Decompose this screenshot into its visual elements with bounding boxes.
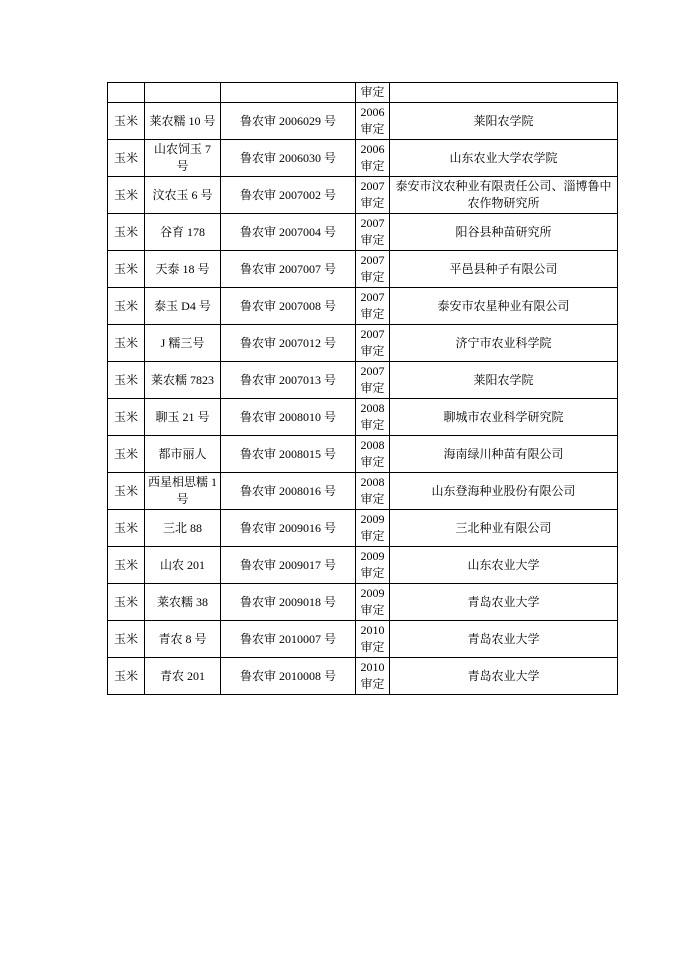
approval-status: 审定 [360, 529, 385, 543]
variety-name-cell: 都市丽人 [145, 436, 221, 473]
organization-cell: 平邑县种子有限公司 [390, 251, 618, 288]
approval-year: 2007 [360, 179, 385, 193]
variety-name-cell: 谷育 178 [145, 214, 221, 251]
organization-cell: 三北种业有限公司 [390, 510, 618, 547]
crop-cell: 玉米 [108, 214, 145, 251]
approval-year-cell [356, 436, 390, 473]
variety-name-cell: 莱农糯 7823 [145, 362, 221, 399]
variety-name-cell: 三北 88 [145, 510, 221, 547]
approval-year: 2006 [360, 105, 385, 119]
approval-year: 2009 [360, 549, 385, 563]
table-row [108, 436, 618, 473]
approval-status: 审定 [360, 492, 385, 506]
approval-status: 审定 [360, 418, 385, 432]
approval-status: 审定 [360, 122, 385, 136]
crop-cell: 玉米 [108, 103, 145, 140]
approval-year: 2007 [360, 216, 385, 230]
approval-status: 审定 [360, 270, 385, 284]
table-row [108, 547, 618, 584]
approval-year: 2010 [360, 623, 385, 637]
variety-name-cell: 聊玉 21 号 [145, 399, 221, 436]
approval-year: 2008 [360, 401, 385, 415]
organization-cell: 泰安市农星种业有限公司 [390, 288, 618, 325]
approval-year-cell [356, 510, 390, 547]
approval-number-cell: 鲁农审 2008016 号 [221, 473, 356, 510]
approval-year-cell [356, 658, 390, 695]
crop-cell: 玉米 [108, 140, 145, 177]
table-row [108, 288, 618, 325]
organization-cell: 海南绿川种苗有限公司 [390, 436, 618, 473]
organization-cell: 山东农业大学 [390, 547, 618, 584]
crop-cell: 玉米 [108, 473, 145, 510]
variety-table-body [108, 83, 618, 695]
approval-year-cell [356, 251, 390, 288]
approval-year-cell: 审定 [356, 83, 390, 103]
crop-cell: 玉米 [108, 621, 145, 658]
approval-year-cell [356, 362, 390, 399]
approval-number-cell: 鲁农审 2007012 号 [221, 325, 356, 362]
crop-cell: 玉米 [108, 584, 145, 621]
approval-year: 2007 [360, 327, 385, 341]
table-row [108, 510, 618, 547]
approval-status: 审定 [360, 381, 385, 395]
approval-year: 2008 [360, 438, 385, 452]
approval-year-cell [356, 103, 390, 140]
approval-status: 审定 [360, 196, 385, 210]
approval-status: 审定 [360, 640, 385, 654]
organization-cell: 阳谷县种苗研究所 [390, 214, 618, 251]
variety-name-cell: 青农 201 [145, 658, 221, 695]
approval-number-cell: 鲁农审 2007004 号 [221, 214, 356, 251]
organization-cell: 青岛农业大学 [390, 658, 618, 695]
crop-cell: 玉米 [108, 510, 145, 547]
organization-cell: 山东登海种业股份有限公司 [390, 473, 618, 510]
approval-status: 审定 [360, 455, 385, 469]
approval-year-cell [356, 399, 390, 436]
table-row [108, 584, 618, 621]
approval-number-cell: 鲁农审 2009018 号 [221, 584, 356, 621]
approval-year-cell [356, 214, 390, 251]
crop-cell: 玉米 [108, 547, 145, 584]
variety-name-cell: 泰玉 D4 号 [145, 288, 221, 325]
approval-year-cell [356, 473, 390, 510]
crop-cell: 玉米 [108, 436, 145, 473]
crop-cell: 玉米 [108, 362, 145, 399]
variety-name-cell: J 糯三号 [145, 325, 221, 362]
approval-status: 审定 [360, 233, 385, 247]
approval-year-cell [356, 177, 390, 214]
approval-status: 审定 [360, 344, 385, 358]
approval-number-cell: 鲁农审 2008015 号 [221, 436, 356, 473]
approval-status: 审定 [360, 566, 385, 580]
table-row [108, 658, 618, 695]
variety-name-cell: 山农饲玉 7 号 [145, 140, 221, 177]
approval-year-cell [356, 140, 390, 177]
approval-year-cell [356, 288, 390, 325]
approval-year: 2009 [360, 512, 385, 526]
crop-cell [108, 83, 145, 103]
variety-name-cell: 汶农玉 6 号 [145, 177, 221, 214]
table-row [108, 325, 618, 362]
variety-name-cell: 西星相思糯 1 号 [145, 473, 221, 510]
table-row [108, 621, 618, 658]
approval-year: 2008 [360, 475, 385, 489]
approval-year: 2007 [360, 290, 385, 304]
table-row [108, 399, 618, 436]
approval-number-cell: 鲁农审 2006029 号 [221, 103, 356, 140]
organization-cell: 济宁市农业科学院 [390, 325, 618, 362]
organization-cell: 莱阳农学院 [390, 103, 618, 140]
approval-year: 2007 [360, 364, 385, 378]
approval-year: 2009 [360, 586, 385, 600]
approval-status: 审定 [360, 159, 385, 173]
approval-status: 审定 [360, 603, 385, 617]
table-row [108, 251, 618, 288]
approval-year: 2006 [360, 142, 385, 156]
crop-cell: 玉米 [108, 399, 145, 436]
approval-number-cell: 鲁农审 2009016 号 [221, 510, 356, 547]
approval-year-cell [356, 621, 390, 658]
approval-number-cell: 鲁农审 2007008 号 [221, 288, 356, 325]
organization-cell: 青岛农业大学 [390, 584, 618, 621]
approval-number-cell: 鲁农审 2007002 号 [221, 177, 356, 214]
crop-cell: 玉米 [108, 288, 145, 325]
crop-cell: 玉米 [108, 325, 145, 362]
organization-cell: 泰安市汶农种业有限责任公司、淄博鲁中农作物研究所 [390, 177, 618, 214]
organization-cell: 聊城市农业科学研究院 [390, 399, 618, 436]
crop-cell: 玉米 [108, 251, 145, 288]
variety-approval-table [107, 82, 618, 695]
approval-number-cell: 鲁农审 2008010 号 [221, 399, 356, 436]
variety-name-cell: 莱农糯 10 号 [145, 103, 221, 140]
approval-number-cell: 鲁农审 2006030 号 [221, 140, 356, 177]
variety-name-cell: 青农 8 号 [145, 621, 221, 658]
approval-number-cell: 鲁农审 2009017 号 [221, 547, 356, 584]
approval-number-cell [221, 83, 356, 103]
approval-number-cell: 鲁农审 2010007 号 [221, 621, 356, 658]
table-row [108, 140, 618, 177]
crop-cell: 玉米 [108, 658, 145, 695]
table-row [108, 103, 618, 140]
approval-year-cell [356, 584, 390, 621]
variety-name-cell: 天泰 18 号 [145, 251, 221, 288]
variety-name-cell: 莱农糯 38 [145, 584, 221, 621]
table-row [108, 362, 618, 399]
approval-number-cell: 鲁农审 2010008 号 [221, 658, 356, 695]
approval-number-cell: 鲁农审 2007013 号 [221, 362, 356, 399]
table-row [108, 177, 618, 214]
approval-status: 审定 [360, 677, 385, 691]
approval-year: 2007 [360, 253, 385, 267]
table-continuation-row [108, 83, 618, 103]
approval-year-cell [356, 547, 390, 584]
table-row [108, 473, 618, 510]
approval-year-cell [356, 325, 390, 362]
variety-name-cell [145, 83, 221, 103]
approval-number-cell: 鲁农审 2007007 号 [221, 251, 356, 288]
approval-year: 2010 [360, 660, 385, 674]
variety-name-cell: 山农 201 [145, 547, 221, 584]
organization-cell: 山东农业大学农学院 [390, 140, 618, 177]
organization-cell [390, 83, 618, 103]
table-row [108, 214, 618, 251]
crop-cell: 玉米 [108, 177, 145, 214]
approval-status: 审定 [360, 307, 385, 321]
organization-cell: 莱阳农学院 [390, 362, 618, 399]
organization-cell: 青岛农业大学 [390, 621, 618, 658]
